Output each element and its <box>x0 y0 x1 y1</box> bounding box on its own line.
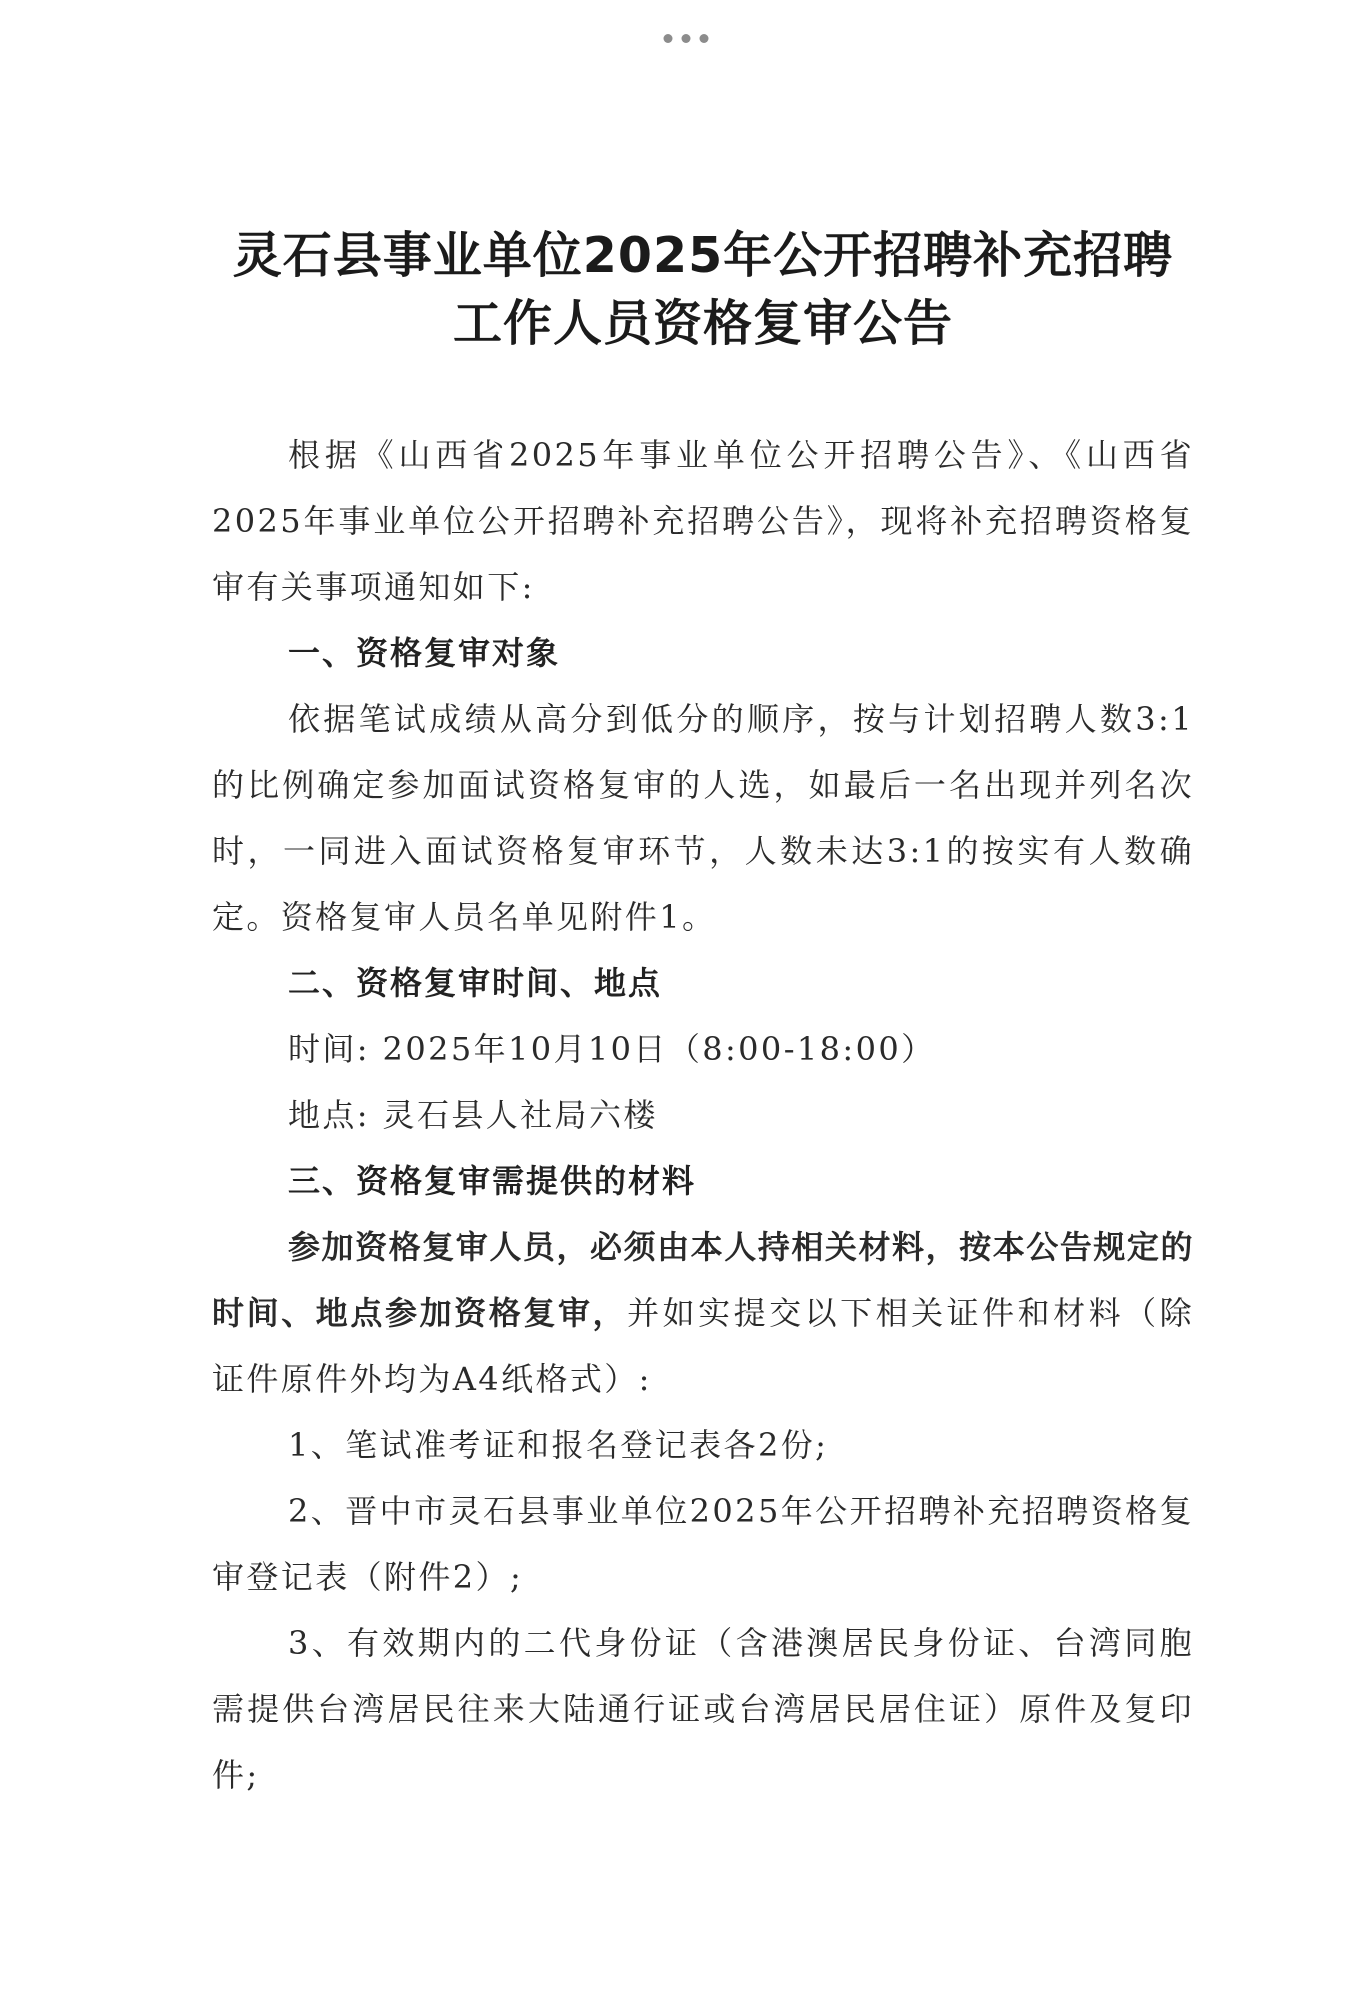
section-3-bold-text: 参加资格复审人员，必须由本人持相关材料，按本公告规定的时间、地点参加资格复审， <box>212 1228 1194 1332</box>
material-item-1: 1、笔试准考证和报名登记表各2份; <box>288 1426 829 1464</box>
intro-paragraph: 根据《山西省2025年事业单位公开招聘公告》、《山西省2025年事业单位公开招聘补充招聘公告》，现将补充招聘资格复审有关事项通知如下: <box>212 436 1194 606</box>
review-place: 地点: 灵石县人社局六楼 <box>288 1096 658 1134</box>
section-1-heading: 一、资格复审对象 <box>288 634 561 672</box>
document-body <box>212 422 1194 1808</box>
section-2-heading: 二、资格复审时间、地点 <box>288 964 663 1002</box>
material-item-3: 3、有效期内的二代身份证（含港澳居民身份证、台湾同胞需提供台湾居民往来大陆通行证或台湾居民居住证）原件及复印件; <box>212 1624 1194 1794</box>
section-1-text: 依据笔试成绩从高分到低分的顺序，按与计划招聘人数3:1的比例确定参加面试资格复审的人选，如最后一名出现并列名次时，一同进入面试资格复审环节，人数未达3:1的按实有人数确定。资格复审人员名单见附件1。 <box>212 700 1194 936</box>
document-title <box>212 222 1194 358</box>
review-time: 时间: 2025年10月10日（8:00-18:00） <box>288 1030 936 1068</box>
material-item-2: 2、晋中市灵石县事业单位2025年公开招聘补充招聘资格复审登记表（附件2）; <box>212 1492 1194 1596</box>
title-line-1: 灵石县事业单位2025年公开招聘补充招聘 <box>232 227 1174 284</box>
section-3-normal-text: 并如实提交以下相关证件和材料（除证件原件外均为A4纸格式）: <box>212 1294 1194 1398</box>
section-3-heading: 三、资格复审需提供的材料 <box>288 1162 697 1200</box>
section-3-text <box>212 1214 1194 1412</box>
title-line-2: 工作人员资格复审公告 <box>452 295 953 352</box>
document-page <box>212 0 1194 1808</box>
